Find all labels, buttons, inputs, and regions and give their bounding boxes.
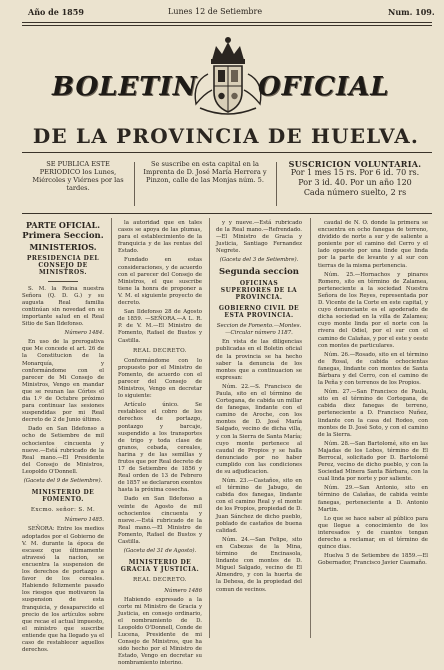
paragraph: Núm. 22.—S. Francisco de Paula, sito en el término de Cortegana, de cabida un millar de fanegas, lindante con el camino de Aroche, con los montes de D. José María Salgado, vecino de dicha villa, y con la Sierra de Santa María; cuyo monte pertenece al caudal de Propios y se halla denunciado por no haber cumplido con las condiciones de su adjudicacion. — [216, 383, 302, 475]
paragraph: Artículo único. Se restablece el cobro de los derechos de portazgo, pontazgo y barcaje, suspendido a los transportes de trigo y toda clase de granos, cebada, cereales, harina y de las semillas y frutos que por Real decreto de 17 de Setiembre de 1856 y Real orden de 13 de Febrero de 1857 se declararon exentos hasta la próxima cosecha. — [118, 402, 202, 494]
paragraph: la autoridad que en tales casos se apoya de las plumas, para el establecimiento de la franquicia y de las rentas del Estado. — [118, 220, 202, 255]
paragraph: Lo que se hace saber al público para que llegue a conocimiento de los interesados y de cuantos tengan derecho a reclamar, en el término de quince dias. — [318, 515, 428, 551]
paragraph: Núm. 23.—Castaños, sito en el término de Jabugo, de cabida dos fanegas, lindante con el camino Real y el monte de los Propios, propiedad de D. Juan Sánchez de dicho pueblo, poblado de castaños de buena calidad. — [216, 478, 302, 534]
real-decreto-label: REAL DECRETO. — [133, 347, 187, 354]
paragraph: Núm. 28.—San Bartolomé, sito en las Majadas de los Lobos, término de El Berrocal, solicitado por D. Bartolomé Perez, vecino de dicho pueblo, y con la Sociedad Minera Santa Bárbara, con la cual linda por norte y por saliente. — [318, 440, 428, 483]
price-line-1: Por 1 mes 15 rs. Por 6 id. 70 rs. — [290, 168, 420, 177]
column-separator — [111, 218, 112, 638]
masthead-banner — [22, 32, 430, 120]
paragraph: SEÑORA: Entre los medios adoptados por el Gobierno de V. M. durante la época de escasez que últimamente atravesó la nacion, se encuentra la suspension de los derechos de portazgo a favor de los cereales. Habiendo felizmente pasado los riesgos que motivaron la suspension de esta franquicia, y desaparecido el precio de los artículos sobre que recae el actual impuesto, el ministro que suscribe entiende que ha llegado ya el caso de restablecer aquellos derechos. — [22, 526, 104, 654]
info-divider-1 — [134, 162, 135, 206]
masthead-word-boletin: BOLETIN — [52, 72, 198, 102]
paragraph: S. M. la Reina nuestra Señora (Q. D. G.) y su augusta Real familia continúan sin novedad en su importante salud en el Real Sitio de San Ildefonso. — [22, 285, 104, 328]
issue-line — [0, 4, 444, 18]
real-decreto-label: REAL DECRETO. — [133, 577, 187, 584]
province-title: DE LA PROVINCIA DE HUELVA. — [32, 124, 420, 148]
issue-date: Lunes 12 de Setiembre — [168, 7, 263, 16]
paragraph: Núm. 29.—San Antonio, sito en término de Calañas, de cabida veinte fanegas, perteneciente a D. Antonio Martin. — [318, 485, 428, 513]
paragraph: San Ildefonso 28 de Agosto de 1859. —SEÑORA.—A L. R. P. de V. M.—El Ministro de Fomento, Rafael de Bustos y Castilla. — [118, 309, 202, 344]
paragraph: En vista de las diligencias publicadas en el Boletin oficial de la provincia se ha hecho saber la denuncia de los montes que a continuacion se expresan: — [216, 339, 302, 381]
masthead-word-oficial: OFICIAL — [258, 72, 390, 102]
paragraph: caudal de N. O. donde la primera se encuentra en ocho fanegas de terreno, dividido de norte a sur y de saliente a poniente por el camino del Cerro y el lado opuesto por una linde que linda por la parte de levante y al sur con tierras de la misma pertenencia. — [318, 220, 428, 269]
ministerios-heading: MINISTERIOS. — [29, 242, 97, 253]
paragraph: Núm. 27.—San Francisco de Paula, sito en el término de Cortegana, de cabida diez fanegas de terreno, perteneciente a D. Francisco Nuñez, lindante con la casa del Rodeo, con montes de D. José Soto, y con el camino de la Sierra. — [318, 389, 428, 438]
source-note: (Gaceta del 31 de Agosto). — [123, 548, 197, 555]
column-3 — [216, 218, 302, 596]
paragraph: Núm. 24.—San Felipe, sito en Cabezas de la Mina, término de Encinasola, lindante con montes de D. Miguel Salgado, vecino de El Almendro, y con la huerta de la Dehesa, de la propiedad del comun de vecinos. — [216, 536, 302, 593]
paragraph: y y nueve.—Está rubricado de la Real mano.—Refrendado.—El Ministro de Gracia y Justicia, Santiago Fernandez Negrete. — [216, 220, 302, 255]
gracia-heading: MINISTERIO DE GRACIA Y JUSTICIA. — [120, 559, 200, 574]
title-rule — [22, 152, 432, 153]
column-separator — [209, 218, 210, 638]
top-rule — [22, 22, 432, 23]
issue-number: Num. 109. — [388, 7, 435, 17]
gobierno-heading: GOBIERNO CIVIL DE ESTA PROVINCIA. — [218, 304, 300, 320]
price-line-3: Cada número suelto, 2 rs — [303, 188, 407, 197]
top-rule-2 — [22, 25, 432, 26]
source-note: (Gaceta del 3 de Setiembre). — [219, 257, 299, 264]
parte-oficial-heading: PARTE OFICIAL. — [25, 220, 101, 230]
column-4 — [318, 218, 428, 569]
oficinas-heading: OFICINAS SUPERIORES DE LA PROVINCIA. — [220, 279, 298, 301]
fomento-heading: MINISTERIO DE FOMENTO. — [31, 489, 95, 504]
paragraph: Dado en San Ildefonso a veinte de Agosto de mil ochocientos cincuenta y nueve.—Está rubricado de la Real mano.—El Ministro de Fomento, Rafael de Bustos y Castilla. — [118, 496, 202, 546]
presidencia-heading: PRESIDENCIA DEL CONSEJO DE MINISTROS. — [26, 255, 100, 277]
info-rule — [22, 213, 432, 214]
column-1 — [22, 218, 104, 656]
paragraph: Núm. 26.—Rosado, sito en el término de Rosal, de cabida ochocientas fanegas, lindante con montes de Santa Bárbara y del Cerro, con el camino de la Peña y con terrenos de los Propios. — [318, 351, 428, 387]
info-divider-2 — [276, 162, 277, 206]
column-2 — [118, 218, 202, 670]
publication-info — [22, 158, 432, 216]
subscription-place: Se suscribe en esta capital en la Imprenta de D. José María Herrera y Pinzon, calle de las Monjas núm. 5. — [143, 160, 267, 184]
number-label: Número 1485. — [64, 517, 104, 524]
excmo-label: Excmo. señor: S. M. — [30, 507, 96, 514]
number-label: Número 1486 — [164, 587, 202, 594]
source-note: (Gaceta del 9 de Setiembre). — [23, 478, 103, 484]
segunda-seccion-heading: Segunda seccion — [219, 266, 299, 277]
issue-year: Año de 1859 — [28, 7, 84, 17]
paragraph: Huelva 5 de Setiembre de 1859.—El Gobernador, Francisco Javier Caamaño. — [318, 553, 428, 567]
paragraph: Núm. 25.—Hornachos y pinares Romero, sito en término de Zalamea, perteneciente a la sociedad Nuestra Señora de los Reyes, representada por D. Vicente de la Corte en este capital, y cuyo denunciante es el apoderado de dicha sociedad en la villa de Zalamea; cuyo monte linda por el norte con la rivera del Odiel, por el sur con el camino de Calañas, y por el este y oeste con montes de particulares. — [318, 271, 428, 349]
paragraph: Conformándome con lo propuesto por el Ministro de Fomento, de acuerdo con el parecer del Consejo de Ministros, Vengo en decretar lo siguiente: — [118, 357, 202, 400]
publication-schedule: SE PUBLICA ESTE PERIODICO los Lunes, Miércoles y Viérnes por las tardes. — [32, 160, 124, 192]
paragraph: Habiendo expresado a la corte mi Ministro de Gracia y Justicia, en consejo ordinario, el nombramiento de D. Leopoldo O'Donnell, Conde de Lucena, Presidente de mi Consejo de Ministros, que ha sido hecho por el Ministro de Estado, Vengo en decretar su nombramiento interino. — [118, 596, 202, 667]
subscription-box — [280, 160, 430, 198]
price-line-2: Por 3 id. 40. Por un año 120 — [298, 178, 412, 187]
circular-subheading: Seccion de Fomento.—Montes.—Circular número 1187. — [216, 323, 302, 337]
article-columns — [22, 218, 434, 667]
number-label: Número 1484. — [64, 330, 104, 337]
subscription-title: SUSCRICION VOLUNTARIA. — [288, 159, 422, 169]
paragraph: Dado en San Ildefonso a ocho de Setiembre de mil ochocientos cincuenta y nueve.—Está rubricado de la Real mano.—El Presidente del Consejo de Ministros, Leopoldo O'Donnell. — [22, 426, 104, 475]
paragraph: En uso de la prerogativa que Me concede el art. 26 de la Constitucion de la Monarquía, y conformándome con el parecer de Mi Consejo de Ministros, Vengo en mandar que se reunan las Córtes el dia 1.º de Octubre próximo para continuar las sesiones suspendidas por mi Real decreto de 2 de Junio último. — [22, 339, 104, 424]
paragraph: Fundado en estas consideraciones, y de acuerdo con el parecer del Consejo de Ministros, el que suscribe tiene la honra de proponer a V. M. el siguiente proyecto de decreto. — [118, 257, 202, 307]
divider — [48, 281, 78, 282]
primera-seccion-heading: Primera Seccion. — [22, 231, 104, 242]
column-separator — [310, 218, 311, 638]
